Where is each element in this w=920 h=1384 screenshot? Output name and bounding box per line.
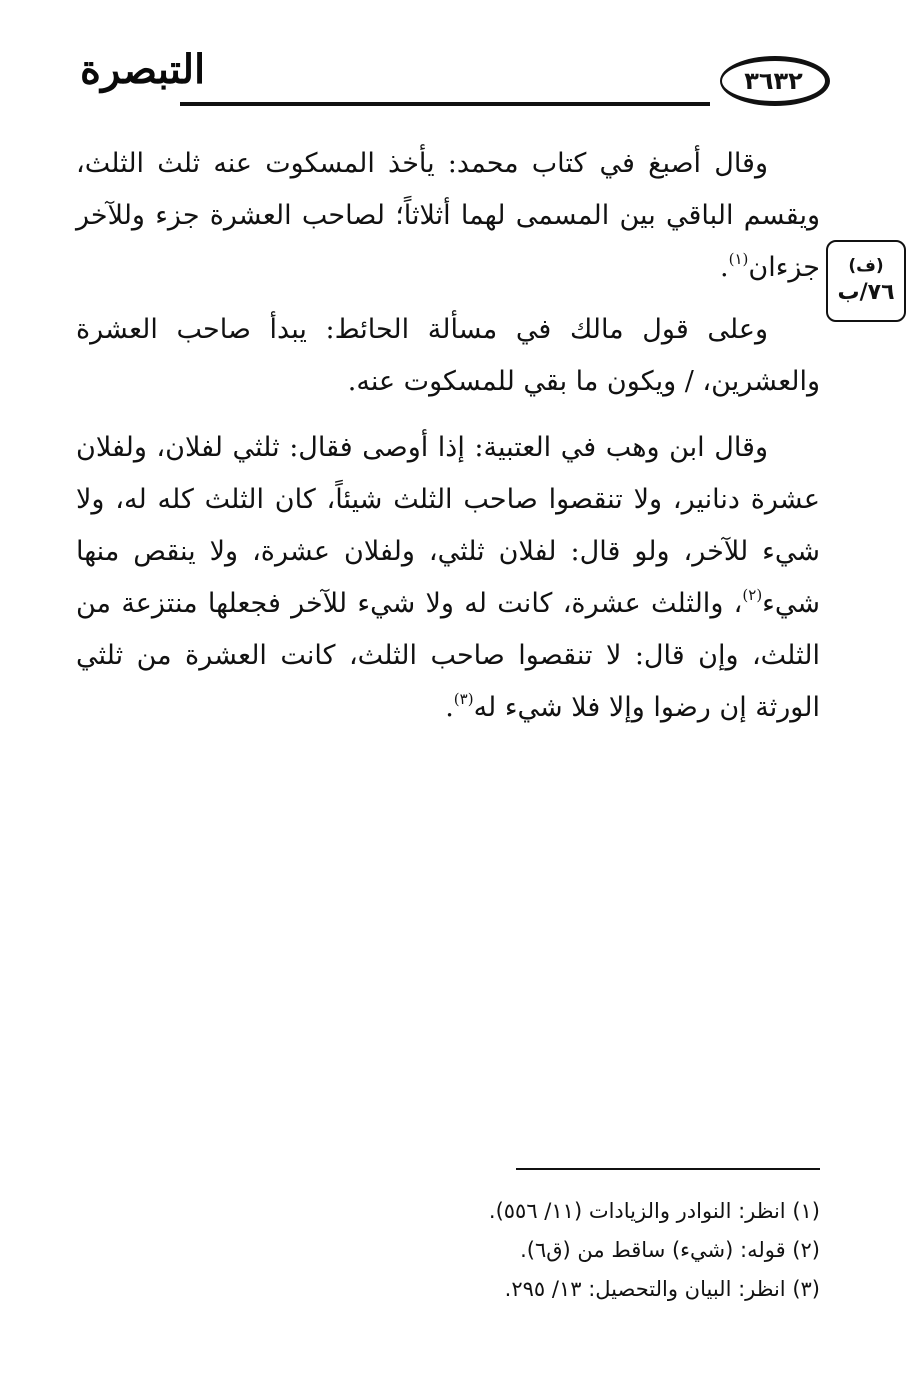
footnotes bbox=[300, 1192, 820, 1309]
footnote: (٢) قوله: (شيء) ساقط من (ق٦). bbox=[520, 1238, 820, 1262]
header-rule bbox=[180, 102, 710, 106]
footnote-marker: (١) bbox=[728, 250, 749, 268]
paragraph-end: . bbox=[445, 692, 454, 723]
paragraph bbox=[76, 304, 820, 408]
footnote: (٣) انظر: البيان والتحصيل: ١٣/ ٢٩٥. bbox=[504, 1277, 820, 1301]
paragraph bbox=[76, 138, 820, 294]
folio-reference: ٧٦/ب bbox=[837, 280, 895, 305]
manuscript-siglum: (ف) bbox=[848, 256, 884, 276]
footnote-marker: (٢) bbox=[742, 586, 763, 604]
paragraph-text: وعلى قول مالك في مسألة الحائط: يبدأ صاحب العشرة والعشرين، / ويكون ما بقي للمسكوت عنه. bbox=[76, 314, 820, 397]
manuscript-folio-note bbox=[826, 240, 906, 322]
paragraph bbox=[76, 422, 820, 734]
page-header bbox=[70, 40, 830, 110]
footnote-separator bbox=[516, 1168, 820, 1170]
page-number: ٣٦٣٢ bbox=[744, 67, 803, 95]
paragraph-end: . bbox=[720, 252, 729, 283]
footnote-marker: (٣) bbox=[453, 690, 474, 708]
paragraph-text: ، والثلث عشرة، كانت له ولا شيء للآخر فجعلها منتزعة من الثلث، وإن قال: لا تنقصوا صاحب الثلث، كانت العشرة من ثلثي الورثة إن رضوا وإلا فلا شيء له bbox=[76, 588, 820, 723]
paragraph-text: وقال أصبغ في كتاب محمد: يأخذ المسكوت عنه ثلث الثلث، ويقسم الباقي بين المسمى لهما أثلاثاً؛ لصاحب العشرة جزء وللآخر جزءان bbox=[76, 148, 820, 283]
main-text bbox=[76, 138, 820, 748]
footnote: (١) انظر: النوادر والزيادات (١١/ ٥٥٦). bbox=[488, 1199, 820, 1223]
running-title: التبصرة bbox=[80, 46, 206, 93]
page-number-frame bbox=[720, 56, 830, 106]
paragraph-text: وقال ابن وهب في العتبية: إذا أوصى فقال: ثلثي لفلان، ولفلان عشرة دنانير، ولا تنقصوا صاحب الثلث شيئاً، كان الثلث كله له، ولا شيء للآخر، ولو قال: لفلان ثلثي، ولفلان عشرة، ولا ينقص منها شيء bbox=[76, 432, 820, 619]
